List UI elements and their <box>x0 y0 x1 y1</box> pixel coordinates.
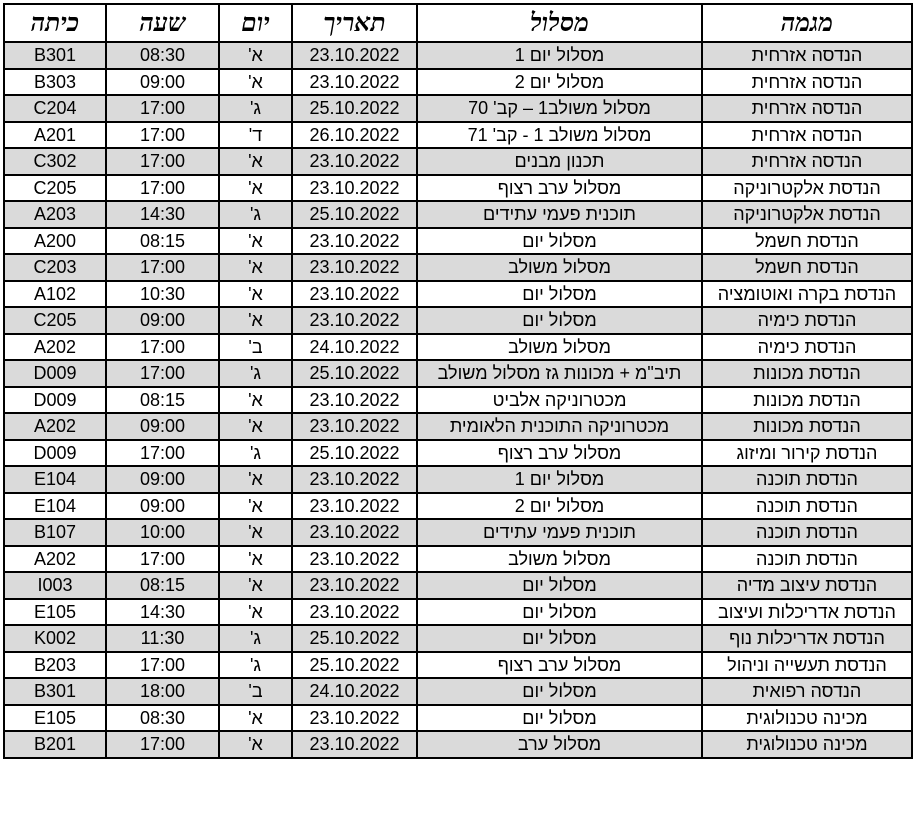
cell-time: 17:00 <box>106 148 219 175</box>
cell-room: B107 <box>4 519 106 546</box>
cell-time: 17:00 <box>106 652 219 679</box>
cell-room: E105 <box>4 599 106 626</box>
cell-route: מסלול ערב רצוף <box>417 440 702 467</box>
table-row <box>4 413 912 440</box>
header-room: כיתה <box>4 4 106 42</box>
cell-room: A102 <box>4 281 106 308</box>
cell-track: הנדסת חשמל <box>702 254 912 281</box>
cell-day: ד' <box>219 122 292 149</box>
cell-day: ב' <box>219 678 292 705</box>
cell-room: C203 <box>4 254 106 281</box>
cell-route: מסלול ערב <box>417 731 702 758</box>
cell-track: הנדסת קירור ומיזוג <box>702 440 912 467</box>
cell-time: 08:15 <box>106 572 219 599</box>
cell-route: מסלול יום <box>417 307 702 334</box>
cell-day: ב' <box>219 334 292 361</box>
table-row <box>4 652 912 679</box>
cell-route: מסלול ערב רצוף <box>417 175 702 202</box>
table-row <box>4 307 912 334</box>
cell-route: מכטרוניקה אלביט <box>417 387 702 414</box>
cell-room: A202 <box>4 546 106 573</box>
table-row <box>4 466 912 493</box>
table-row <box>4 387 912 414</box>
cell-route: מסלול משולב 1 - קב' 71 <box>417 122 702 149</box>
cell-route: מסלול משולב1 – קב' 70 <box>417 95 702 122</box>
cell-track: הנדסה אזרחית <box>702 122 912 149</box>
cell-room: C205 <box>4 175 106 202</box>
cell-time: 09:00 <box>106 307 219 334</box>
cell-date: 23.10.2022 <box>292 599 417 626</box>
cell-day: א' <box>219 387 292 414</box>
cell-time: 17:00 <box>106 254 219 281</box>
header-track: מגמה <box>702 4 912 42</box>
cell-day: א' <box>219 69 292 96</box>
cell-day: ג' <box>219 440 292 467</box>
cell-time: 09:00 <box>106 413 219 440</box>
table-row <box>4 599 912 626</box>
cell-day: ג' <box>219 625 292 652</box>
cell-route: מסלול משולב <box>417 546 702 573</box>
cell-time: 17:00 <box>106 360 219 387</box>
table-row <box>4 493 912 520</box>
cell-track: הנדסת מכונות <box>702 360 912 387</box>
cell-time: 09:00 <box>106 69 219 96</box>
cell-room: A202 <box>4 413 106 440</box>
cell-route: מסלול יום <box>417 705 702 732</box>
table-row <box>4 228 912 255</box>
table-row <box>4 572 912 599</box>
header-date: תאריך <box>292 4 417 42</box>
cell-time: 10:30 <box>106 281 219 308</box>
cell-route: מכטרוניקה התוכנית הלאומית <box>417 413 702 440</box>
cell-track: הנדסה אזרחית <box>702 69 912 96</box>
header-time: שעה <box>106 4 219 42</box>
cell-route: תיב"מ + מכונות גז מסלול משולב <box>417 360 702 387</box>
cell-date: 23.10.2022 <box>292 69 417 96</box>
cell-route: תוכנית פעמי עתידים <box>417 201 702 228</box>
cell-track: הנדסת אדריכלות ועיצוב <box>702 599 912 626</box>
cell-track: מכינה טכנולוגית <box>702 731 912 758</box>
cell-track: הנדסת מכונות <box>702 413 912 440</box>
cell-date: 23.10.2022 <box>292 572 417 599</box>
schedule-body <box>4 42 912 758</box>
cell-track: הנדסת חשמל <box>702 228 912 255</box>
cell-time: 09:00 <box>106 466 219 493</box>
cell-time: 08:15 <box>106 387 219 414</box>
table-row <box>4 254 912 281</box>
schedule-table <box>3 3 913 759</box>
cell-time: 17:00 <box>106 122 219 149</box>
cell-date: 23.10.2022 <box>292 281 417 308</box>
cell-date: 23.10.2022 <box>292 413 417 440</box>
table-row <box>4 519 912 546</box>
cell-time: 17:00 <box>106 334 219 361</box>
cell-time: 09:00 <box>106 493 219 520</box>
cell-day: ג' <box>219 360 292 387</box>
cell-route: מסלול יום <box>417 228 702 255</box>
cell-room: A201 <box>4 122 106 149</box>
cell-room: K002 <box>4 625 106 652</box>
cell-room: D009 <box>4 440 106 467</box>
cell-date: 23.10.2022 <box>292 466 417 493</box>
cell-route: תוכנית פעמי עתידים <box>417 519 702 546</box>
cell-track: הנדסת אלקטרוניקה <box>702 201 912 228</box>
cell-date: 23.10.2022 <box>292 228 417 255</box>
cell-date: 23.10.2022 <box>292 519 417 546</box>
cell-time: 18:00 <box>106 678 219 705</box>
cell-room: E104 <box>4 466 106 493</box>
cell-track: הנדסת כימיה <box>702 307 912 334</box>
cell-time: 11:30 <box>106 625 219 652</box>
table-row <box>4 546 912 573</box>
cell-time: 14:30 <box>106 599 219 626</box>
cell-track: מכינה טכנולוגית <box>702 705 912 732</box>
cell-route: מסלול יום 1 <box>417 42 702 69</box>
cell-day: ג' <box>219 95 292 122</box>
table-row <box>4 201 912 228</box>
cell-room: D009 <box>4 387 106 414</box>
cell-route: מסלול יום 2 <box>417 493 702 520</box>
cell-time: 17:00 <box>106 175 219 202</box>
header-route: מסלול <box>417 4 702 42</box>
cell-time: 17:00 <box>106 546 219 573</box>
cell-date: 25.10.2022 <box>292 625 417 652</box>
cell-track: הנדסת אדריכלות נוף <box>702 625 912 652</box>
header-row <box>4 4 912 42</box>
cell-room: B203 <box>4 652 106 679</box>
cell-time: 08:15 <box>106 228 219 255</box>
cell-date: 23.10.2022 <box>292 307 417 334</box>
cell-room: C205 <box>4 307 106 334</box>
cell-date: 26.10.2022 <box>292 122 417 149</box>
cell-time: 08:30 <box>106 705 219 732</box>
cell-room: D009 <box>4 360 106 387</box>
cell-track: הנדסת תוכנה <box>702 519 912 546</box>
cell-track: הנדסת תוכנה <box>702 493 912 520</box>
cell-date: 23.10.2022 <box>292 254 417 281</box>
cell-track: הנדסת מכונות <box>702 387 912 414</box>
cell-room: C302 <box>4 148 106 175</box>
cell-day: א' <box>219 519 292 546</box>
cell-time: 08:30 <box>106 42 219 69</box>
cell-track: הנדסת כימיה <box>702 334 912 361</box>
cell-date: 23.10.2022 <box>292 731 417 758</box>
cell-track: הנדסת עיצוב מדיה <box>702 572 912 599</box>
cell-day: א' <box>219 254 292 281</box>
cell-day: א' <box>219 281 292 308</box>
cell-track: הנדסת תעשייה וניהול <box>702 652 912 679</box>
cell-route: מסלול משולב <box>417 334 702 361</box>
cell-room: B303 <box>4 69 106 96</box>
cell-time: 14:30 <box>106 201 219 228</box>
cell-track: הנדסה אזרחית <box>702 95 912 122</box>
cell-day: א' <box>219 466 292 493</box>
table-row <box>4 360 912 387</box>
cell-date: 23.10.2022 <box>292 493 417 520</box>
cell-track: הנדסה אזרחית <box>702 42 912 69</box>
cell-room: A200 <box>4 228 106 255</box>
cell-day: א' <box>219 599 292 626</box>
cell-day: א' <box>219 42 292 69</box>
cell-route: מסלול יום 2 <box>417 69 702 96</box>
cell-date: 25.10.2022 <box>292 201 417 228</box>
cell-day: ג' <box>219 201 292 228</box>
cell-track: הנדסת אלקטרוניקה <box>702 175 912 202</box>
cell-route: מסלול יום <box>417 572 702 599</box>
table-row <box>4 148 912 175</box>
cell-route: מסלול משולב <box>417 254 702 281</box>
table-row <box>4 69 912 96</box>
cell-time: 17:00 <box>106 95 219 122</box>
cell-route: מסלול יום 1 <box>417 466 702 493</box>
cell-day: ג' <box>219 652 292 679</box>
cell-time: 17:00 <box>106 731 219 758</box>
cell-room: C204 <box>4 95 106 122</box>
cell-track: הנדסה אזרחית <box>702 148 912 175</box>
table-row <box>4 731 912 758</box>
cell-day: א' <box>219 731 292 758</box>
cell-date: 23.10.2022 <box>292 546 417 573</box>
cell-room: E104 <box>4 493 106 520</box>
cell-date: 23.10.2022 <box>292 148 417 175</box>
table-row <box>4 42 912 69</box>
cell-date: 25.10.2022 <box>292 95 417 122</box>
cell-route: מסלול יום <box>417 599 702 626</box>
table-row <box>4 625 912 652</box>
table-row <box>4 705 912 732</box>
cell-day: א' <box>219 705 292 732</box>
table-row <box>4 334 912 361</box>
cell-day: א' <box>219 413 292 440</box>
cell-time: 10:00 <box>106 519 219 546</box>
cell-track: הנדסת תוכנה <box>702 546 912 573</box>
cell-date: 24.10.2022 <box>292 334 417 361</box>
cell-date: 25.10.2022 <box>292 440 417 467</box>
cell-room: I003 <box>4 572 106 599</box>
cell-track: הנדסת תוכנה <box>702 466 912 493</box>
cell-date: 25.10.2022 <box>292 360 417 387</box>
cell-route: מסלול יום <box>417 281 702 308</box>
cell-day: א' <box>219 546 292 573</box>
cell-track: הנדסה רפואית <box>702 678 912 705</box>
cell-date: 23.10.2022 <box>292 42 417 69</box>
cell-room: E105 <box>4 705 106 732</box>
cell-room: A203 <box>4 201 106 228</box>
table-row <box>4 95 912 122</box>
cell-day: א' <box>219 572 292 599</box>
cell-day: א' <box>219 493 292 520</box>
cell-room: B301 <box>4 678 106 705</box>
cell-day: א' <box>219 228 292 255</box>
cell-route: מסלול יום <box>417 625 702 652</box>
table-row <box>4 175 912 202</box>
cell-day: א' <box>219 175 292 202</box>
cell-room: B301 <box>4 42 106 69</box>
table-row <box>4 122 912 149</box>
header-day: יום <box>219 4 292 42</box>
cell-date: 23.10.2022 <box>292 387 417 414</box>
table-row <box>4 678 912 705</box>
cell-day: א' <box>219 307 292 334</box>
table-row <box>4 281 912 308</box>
cell-date: 25.10.2022 <box>292 652 417 679</box>
cell-date: 24.10.2022 <box>292 678 417 705</box>
cell-track: הנדסת בקרה ואוטומציה <box>702 281 912 308</box>
cell-date: 23.10.2022 <box>292 175 417 202</box>
cell-room: B201 <box>4 731 106 758</box>
table-row <box>4 440 912 467</box>
cell-route: מסלול ערב רצוף <box>417 652 702 679</box>
cell-room: A202 <box>4 334 106 361</box>
cell-date: 23.10.2022 <box>292 705 417 732</box>
cell-time: 17:00 <box>106 440 219 467</box>
cell-day: א' <box>219 148 292 175</box>
cell-route: מסלול יום <box>417 678 702 705</box>
cell-route: תכנון מבנים <box>417 148 702 175</box>
